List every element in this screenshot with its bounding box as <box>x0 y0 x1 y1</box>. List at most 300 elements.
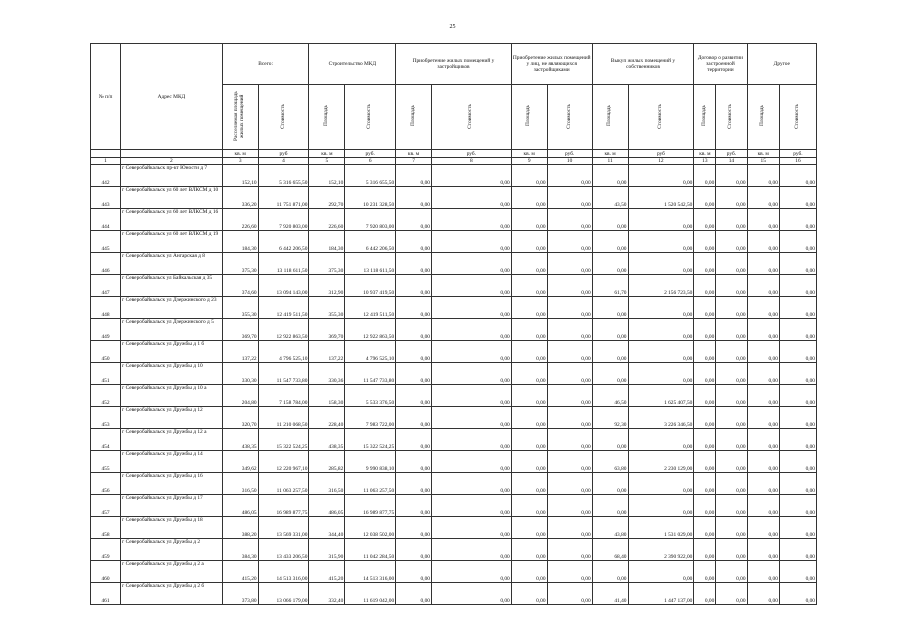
row-value: 0,00 <box>511 539 547 561</box>
row-value: 0,00 <box>694 583 716 605</box>
row-number: 442 <box>91 165 121 187</box>
row-value: 0,00 <box>431 429 511 451</box>
row-value: 0,00 <box>779 319 816 341</box>
row-value: 0,00 <box>716 495 747 517</box>
row-address: г Северобайкальск ул Ангарская д 8 <box>121 253 223 275</box>
row-value: 0,00 <box>747 253 779 275</box>
row-value: 14 513 316,00 <box>258 561 309 583</box>
row-value: 0,00 <box>716 231 747 253</box>
subheader-10 <box>694 85 716 150</box>
header-group-total: Всего: <box>222 44 309 85</box>
column-number: 6 <box>345 158 396 165</box>
row-value: 0,00 <box>694 297 716 319</box>
column-number: 3 <box>222 158 258 165</box>
row-value: 13 118 611,50 <box>258 253 309 275</box>
row-number: 456 <box>91 473 121 495</box>
row-value: 0,00 <box>779 407 816 429</box>
row-value: 375,30 <box>222 253 258 275</box>
row-value: 0,00 <box>396 187 432 209</box>
row-value: 11 210 068,50 <box>258 407 309 429</box>
subheader-3 <box>345 85 396 150</box>
subheader-label: Стоимость <box>793 103 800 129</box>
row-value: 11 619 042,00 <box>345 583 396 605</box>
row-address: г Северобайкальск ул Дружбы д 2 а <box>121 561 223 583</box>
row-value: 12 419 511,50 <box>258 297 309 319</box>
row-value: 0,00 <box>396 165 432 187</box>
page-number: 25 <box>449 24 456 30</box>
row-value: 0,00 <box>716 341 747 363</box>
table-row <box>91 561 817 583</box>
row-value: 0,00 <box>747 297 779 319</box>
row-value: 0,00 <box>511 407 547 429</box>
header-num: № п/п <box>91 44 121 150</box>
subheader-8 <box>592 85 628 150</box>
row-value: 0,00 <box>431 297 511 319</box>
subheader-4 <box>396 85 432 150</box>
units-cell <box>121 150 223 158</box>
row-value: 0,00 <box>628 165 694 187</box>
row-value: 0,00 <box>547 517 592 539</box>
row-value: 0,00 <box>628 363 694 385</box>
row-value: 0,00 <box>431 253 511 275</box>
row-value: 0,00 <box>779 275 816 297</box>
table-row <box>91 495 817 517</box>
row-value: 0,00 <box>628 231 694 253</box>
row-value: 0,00 <box>592 165 628 187</box>
row-value: 184,30 <box>222 231 258 253</box>
unit-cell: руб. <box>547 150 592 158</box>
row-value: 0,00 <box>511 253 547 275</box>
row-value: 2 390 922,00 <box>628 539 694 561</box>
row-value: 0,00 <box>396 209 432 231</box>
row-value: 0,00 <box>431 319 511 341</box>
column-number: 2 <box>121 158 223 165</box>
unit-cell: кв. м <box>222 150 258 158</box>
table-row <box>91 275 817 297</box>
row-value: 0,00 <box>694 539 716 561</box>
row-value: 137,22 <box>222 341 258 363</box>
row-number: 444 <box>91 209 121 231</box>
row-value: 344,40 <box>309 517 345 539</box>
row-value: 0,00 <box>431 209 511 231</box>
row-value: 0,00 <box>747 385 779 407</box>
row-value: 0,00 <box>779 583 816 605</box>
row-value: 0,00 <box>396 385 432 407</box>
row-value: 6 442 206,50 <box>345 231 396 253</box>
row-number: 455 <box>91 451 121 473</box>
column-number: 11 <box>592 158 628 165</box>
row-value: 0,00 <box>716 275 747 297</box>
unit-cell: руб <box>628 150 694 158</box>
subheader-1 <box>258 85 309 150</box>
row-value: 0,00 <box>511 561 547 583</box>
row-value: 0,00 <box>511 209 547 231</box>
row-value: 0,00 <box>396 561 432 583</box>
row-value: 0,00 <box>547 341 592 363</box>
row-value: 0,00 <box>716 385 747 407</box>
row-address: г Северобайкальск ул 60 лет ВЛКСМ д 10 <box>121 187 223 209</box>
row-value: 0,00 <box>511 583 547 605</box>
row-value: 0,00 <box>628 297 694 319</box>
row-value: 0,00 <box>694 407 716 429</box>
subheader-7 <box>547 85 592 150</box>
row-value: 0,00 <box>694 209 716 231</box>
table-row <box>91 385 817 407</box>
subheader-label: Площадь <box>606 105 613 127</box>
row-value: 0,00 <box>628 495 694 517</box>
row-address: г Северобайкальск ул Дружбы д 16 <box>121 473 223 495</box>
row-value: 12 922 863,50 <box>258 319 309 341</box>
row-value: 0,00 <box>747 561 779 583</box>
row-value: 388,20 <box>222 517 258 539</box>
row-value: 0,00 <box>694 473 716 495</box>
unit-cell: руб <box>258 150 309 158</box>
row-value: 0,00 <box>716 363 747 385</box>
row-value: 0,00 <box>779 517 816 539</box>
row-value: 0,00 <box>716 319 747 341</box>
row-value: 0,00 <box>747 231 779 253</box>
row-value: 0,00 <box>747 429 779 451</box>
row-value: 0,00 <box>396 539 432 561</box>
row-value: 0,00 <box>779 385 816 407</box>
row-value: 369,70 <box>309 319 345 341</box>
row-value: 0,00 <box>547 209 592 231</box>
row-value: 2 230 129,00 <box>628 451 694 473</box>
table-row <box>91 165 817 187</box>
row-value: 0,00 <box>779 451 816 473</box>
row-value: 0,00 <box>431 583 511 605</box>
header-group-construction: Строительство МКД <box>309 44 396 85</box>
row-value: 0,00 <box>431 341 511 363</box>
table-row <box>91 363 817 385</box>
row-value: 68,40 <box>592 539 628 561</box>
table-row <box>91 209 817 231</box>
row-value: 0,00 <box>511 297 547 319</box>
row-value: 0,00 <box>694 165 716 187</box>
row-value: 0,00 <box>547 165 592 187</box>
column-number: 10 <box>547 158 592 165</box>
table-row <box>91 429 817 451</box>
row-address: г Северобайкальск ул 60 лет ВЛКСМ д 16 <box>121 209 223 231</box>
row-value: 7 983 722,00 <box>345 407 396 429</box>
subheader-label: Площадь <box>322 105 329 127</box>
row-value: 0,00 <box>747 473 779 495</box>
row-value: 13 094 143,00 <box>258 275 309 297</box>
row-value: 384,30 <box>222 539 258 561</box>
row-value: 41,40 <box>592 583 628 605</box>
column-number: 13 <box>694 158 716 165</box>
row-value: 0,00 <box>431 561 511 583</box>
row-value: 0,00 <box>396 473 432 495</box>
subheader-0 <box>222 85 258 150</box>
unit-cell: руб. <box>431 150 511 158</box>
row-address: г Северобайкальск ул Дружбы д 14 <box>121 451 223 473</box>
table-row <box>91 231 817 253</box>
row-value: 0,00 <box>547 583 592 605</box>
row-value: 0,00 <box>396 451 432 473</box>
header-group-purchase-developers: Приобретение жилых помещений у застройщиков <box>396 44 512 85</box>
subheader-label: Стоимость <box>565 103 572 129</box>
row-number: 460 <box>91 561 121 583</box>
row-value: 0,00 <box>547 407 592 429</box>
row-value: 316,50 <box>309 473 345 495</box>
row-value: 0,00 <box>511 517 547 539</box>
row-value: 0,00 <box>694 385 716 407</box>
row-number: 448 <box>91 297 121 319</box>
header-group-other: Другое <box>747 44 816 85</box>
row-value: 11 751 871,00 <box>258 187 309 209</box>
row-number: 443 <box>91 187 121 209</box>
row-value: 0,00 <box>592 429 628 451</box>
row-value: 0,00 <box>511 363 547 385</box>
row-address: г Северобайкальск ул Дзержинского д 23 <box>121 297 223 319</box>
row-value: 12 038 502,00 <box>345 517 396 539</box>
row-value: 13 433 206,50 <box>258 539 309 561</box>
header-group-purchase-others: Приобретение жилых помещений у лиц, не являющихся застройщиками <box>511 44 592 85</box>
row-value: 332,40 <box>309 583 345 605</box>
row-value: 0,00 <box>431 231 511 253</box>
row-value: 0,00 <box>716 209 747 231</box>
row-value: 0,00 <box>511 385 547 407</box>
row-number: 459 <box>91 539 121 561</box>
column-number: 4 <box>258 158 309 165</box>
row-value: 0,00 <box>694 231 716 253</box>
row-value: 11 063 257,50 <box>345 473 396 495</box>
unit-cell: руб. <box>345 150 396 158</box>
row-value: 11 042 284,50 <box>345 539 396 561</box>
row-value: 0,00 <box>694 341 716 363</box>
row-address: г Северобайкальск пр-кт Юности д 7 <box>121 165 223 187</box>
row-value: 152,10 <box>309 165 345 187</box>
row-value: 0,00 <box>396 275 432 297</box>
table-row <box>91 517 817 539</box>
row-value: 0,00 <box>694 495 716 517</box>
row-value: 12 419 511,50 <box>345 297 396 319</box>
row-value: 63,80 <box>592 451 628 473</box>
row-value: 15 322 524,25 <box>345 429 396 451</box>
row-value: 330,36 <box>309 363 345 385</box>
row-value: 0,00 <box>396 407 432 429</box>
row-value: 315,90 <box>309 539 345 561</box>
column-number: 8 <box>431 158 511 165</box>
row-value: 158,30 <box>309 385 345 407</box>
row-value: 0,00 <box>547 275 592 297</box>
row-value: 12 922 863,50 <box>345 319 396 341</box>
subheader-label: Площадь <box>700 105 707 127</box>
row-value: 0,00 <box>547 363 592 385</box>
row-value: 486,05 <box>309 495 345 517</box>
row-address: г Северобайкальск ул Дружбы д 1 б <box>121 341 223 363</box>
row-value: 0,00 <box>628 473 694 495</box>
row-value: 1 531 029,00 <box>628 517 694 539</box>
row-number: 452 <box>91 385 121 407</box>
row-value: 43,50 <box>592 187 628 209</box>
row-number: 450 <box>91 341 121 363</box>
row-value: 0,00 <box>747 275 779 297</box>
row-value: 438,35 <box>222 429 258 451</box>
row-value: 0,00 <box>547 385 592 407</box>
subheader-11 <box>716 85 747 150</box>
row-value: 12 220 967,10 <box>258 451 309 473</box>
row-value: 152,10 <box>222 165 258 187</box>
row-value: 0,00 <box>431 275 511 297</box>
row-value: 0,00 <box>747 451 779 473</box>
row-value: 0,00 <box>747 517 779 539</box>
row-value: 0,00 <box>511 231 547 253</box>
row-value: 9 990 838,10 <box>345 451 396 473</box>
row-value: 0,00 <box>628 561 694 583</box>
row-value: 375,30 <box>309 253 345 275</box>
row-value: 7 158 784,00 <box>258 385 309 407</box>
row-value: 0,00 <box>628 341 694 363</box>
row-value: 13 569 331,00 <box>258 517 309 539</box>
subheader-label: Стоимость <box>727 103 734 129</box>
subheader-label: Стоимость <box>366 103 373 129</box>
row-value: 0,00 <box>716 297 747 319</box>
row-value: 415,20 <box>222 561 258 583</box>
row-value: 0,00 <box>592 495 628 517</box>
row-value: 0,00 <box>511 473 547 495</box>
row-value: 0,00 <box>431 495 511 517</box>
row-number: 458 <box>91 517 121 539</box>
table-row <box>91 341 817 363</box>
column-number: 16 <box>779 158 816 165</box>
subheader-label: Площадь <box>525 105 532 127</box>
row-value: 0,00 <box>396 231 432 253</box>
row-value: 0,00 <box>747 583 779 605</box>
row-value: 226,60 <box>222 209 258 231</box>
row-value: 6 442 206,50 <box>258 231 309 253</box>
row-value: 0,00 <box>747 165 779 187</box>
subheader-12 <box>747 85 779 150</box>
row-value: 0,00 <box>779 253 816 275</box>
row-value: 137,22 <box>309 341 345 363</box>
row-value: 16 989 877,75 <box>345 495 396 517</box>
row-value: 0,00 <box>716 187 747 209</box>
subheader-label: Площадь <box>759 105 766 127</box>
table-row <box>91 473 817 495</box>
column-number: 9 <box>511 158 547 165</box>
row-value: 0,00 <box>628 209 694 231</box>
table-row <box>91 451 817 473</box>
row-value: 0,00 <box>779 297 816 319</box>
row-value: 316,50 <box>222 473 258 495</box>
subheader-label: Площадь <box>409 105 416 127</box>
row-value: 0,00 <box>694 517 716 539</box>
row-value: 0,00 <box>547 231 592 253</box>
row-value: 228,40 <box>309 407 345 429</box>
row-value: 0,00 <box>592 363 628 385</box>
row-value: 0,00 <box>628 253 694 275</box>
row-value: 0,00 <box>431 517 511 539</box>
row-value: 0,00 <box>547 473 592 495</box>
row-value: 415,20 <box>309 561 345 583</box>
table-row <box>91 539 817 561</box>
row-value: 92,30 <box>592 407 628 429</box>
subheader-label: Стоимость <box>279 103 286 129</box>
row-value: 0,00 <box>716 253 747 275</box>
row-value: 0,00 <box>747 495 779 517</box>
row-address: г Северобайкальск ул Байкальская д 35 <box>121 275 223 297</box>
row-value: 0,00 <box>716 165 747 187</box>
row-value: 0,00 <box>511 187 547 209</box>
row-value: 0,00 <box>547 429 592 451</box>
row-value: 3 226 346,50 <box>628 407 694 429</box>
row-value: 355,30 <box>222 297 258 319</box>
row-value: 14 513 316,00 <box>345 561 396 583</box>
row-value: 438,35 <box>309 429 345 451</box>
row-value: 0,00 <box>779 561 816 583</box>
row-address: г Северобайкальск ул Дружбы д 12 а <box>121 429 223 451</box>
row-number: 454 <box>91 429 121 451</box>
row-value: 0,00 <box>779 341 816 363</box>
subheader-2 <box>309 85 345 150</box>
row-value: 0,00 <box>511 275 547 297</box>
row-value: 2 156 723,50 <box>628 275 694 297</box>
table-row <box>91 407 817 429</box>
row-value: 486,05 <box>222 495 258 517</box>
row-value: 349,62 <box>222 451 258 473</box>
row-value: 0,00 <box>396 341 432 363</box>
row-value: 0,00 <box>547 319 592 341</box>
row-value: 0,00 <box>779 495 816 517</box>
row-value: 1 520 542,50 <box>628 187 694 209</box>
row-address: г Северобайкальск ул Дружбы д 12 <box>121 407 223 429</box>
unit-cell: кв. м <box>511 150 547 158</box>
row-value: 5 316 655,50 <box>258 165 309 187</box>
table-row <box>91 253 817 275</box>
row-value: 0,00 <box>547 539 592 561</box>
column-number: 5 <box>309 158 345 165</box>
row-value: 4 796 525,10 <box>345 341 396 363</box>
row-value: 0,00 <box>396 319 432 341</box>
row-value: 292,70 <box>309 187 345 209</box>
row-value: 61,70 <box>592 275 628 297</box>
row-value: 0,00 <box>511 165 547 187</box>
row-value: 0,00 <box>779 429 816 451</box>
table-row <box>91 319 817 341</box>
unit-cell: кв. м <box>309 150 345 158</box>
row-value: 0,00 <box>431 473 511 495</box>
row-value: 0,00 <box>747 363 779 385</box>
row-value: 355,30 <box>309 297 345 319</box>
row-value: 0,00 <box>396 363 432 385</box>
unit-cell: кв. м <box>396 150 432 158</box>
row-value: 0,00 <box>779 231 816 253</box>
row-number: 457 <box>91 495 121 517</box>
row-value: 226,60 <box>309 209 345 231</box>
subheader-6 <box>511 85 547 150</box>
row-value: 0,00 <box>747 187 779 209</box>
row-value: 0,00 <box>592 231 628 253</box>
row-value: 15 322 524,25 <box>258 429 309 451</box>
row-value: 0,00 <box>779 209 816 231</box>
unit-cell: кв. м <box>747 150 779 158</box>
column-number: 1 <box>91 158 121 165</box>
row-value: 11 547 733,80 <box>345 363 396 385</box>
row-value: 204,80 <box>222 385 258 407</box>
table-row <box>91 187 817 209</box>
row-value: 0,00 <box>511 341 547 363</box>
row-value: 0,00 <box>511 319 547 341</box>
row-value: 0,00 <box>431 187 511 209</box>
row-value: 13 118 611,50 <box>345 253 396 275</box>
row-value: 0,00 <box>431 539 511 561</box>
row-address: г Северобайкальск ул Дружбы д 2 б <box>121 583 223 605</box>
row-value: 0,00 <box>747 319 779 341</box>
row-value: 0,00 <box>431 407 511 429</box>
row-value: 0,00 <box>592 253 628 275</box>
